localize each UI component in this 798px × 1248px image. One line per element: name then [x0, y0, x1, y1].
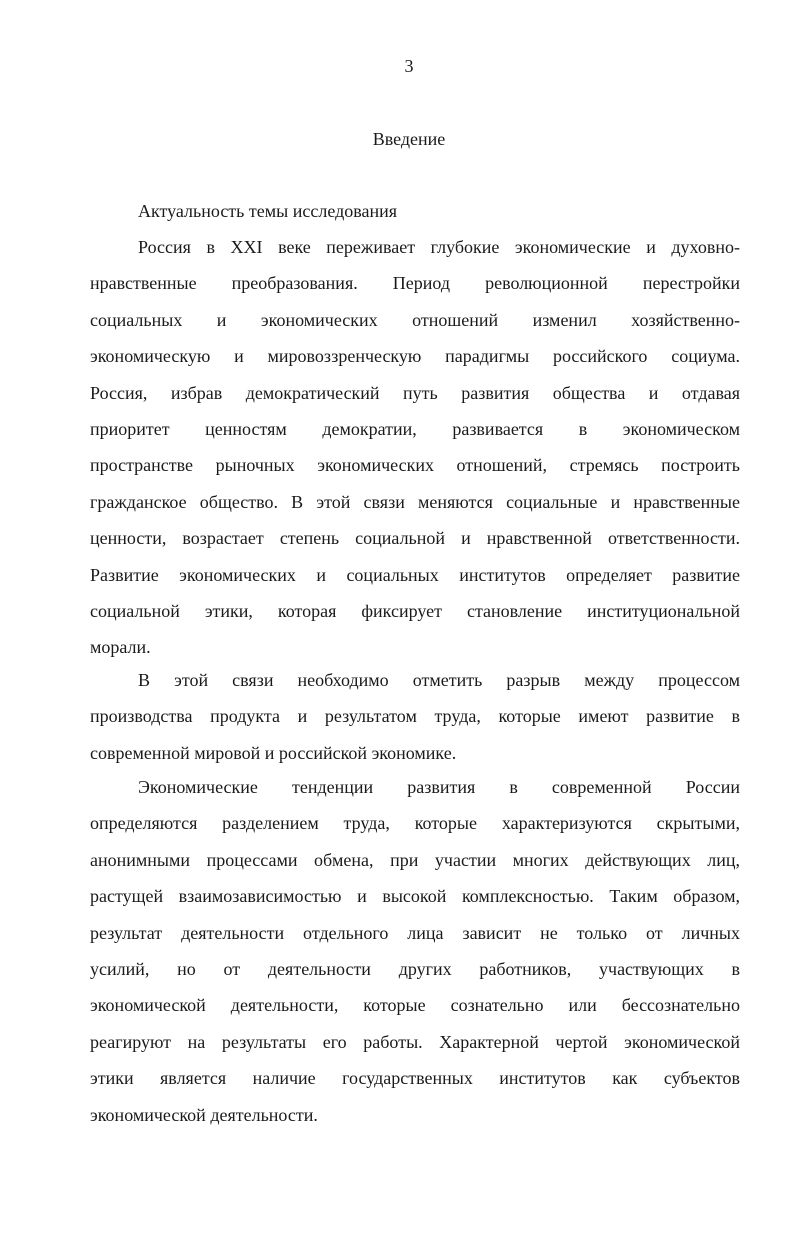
text-line: экономическую и мировоззренческую парадигмы российского социума. — [90, 346, 740, 367]
text-line: растущей взаимозависимостью и высокой комплексностью. Таким образом, — [90, 886, 740, 907]
text-line: нравственные преобразования. Период революционной перестройки — [90, 273, 740, 294]
section-heading: Актуальность темы исследования — [138, 201, 398, 221]
paragraph-3 — [90, 769, 740, 1133]
text-line: ценности, возрастает степень социальной и нравственной ответственности. — [90, 528, 740, 549]
text-line: усилий, но от деятельности других работников, участвующих в — [90, 958, 740, 979]
text-line: Россия, избрав демократический путь развития общества и отдавая — [90, 382, 740, 403]
text-line: социальных и экономических отношений изменил хозяйственно- — [90, 309, 740, 330]
text-line: Развитие экономических и социальных институтов определяет развитие — [90, 564, 740, 585]
text-line: производства продукта и результатом труда, которые имеют развитие в — [90, 706, 740, 727]
text-line: реагируют на результаты его работы. Характерной чертой экономической — [90, 1031, 740, 1052]
text-line: Россия в XXI веке переживает глубокие экономические и духовно- — [138, 237, 740, 257]
page-number: 3 — [404, 56, 414, 76]
text-line: экономической деятельности. — [90, 1104, 318, 1125]
text-line: современной мировой и российской экономике. — [90, 742, 457, 763]
text-line: результат деятельности отдельного лица зависит не только от личных — [90, 922, 740, 943]
text-line: приоритет ценностям демократии, развивается в экономическом — [90, 418, 740, 439]
text-line: анонимными процессами обмена, при участии многих действующих лиц, — [90, 849, 740, 870]
text-line: В этой связи необходимо отметить разрыв между процессом — [138, 670, 740, 690]
text-line: пространстве рыночных экономических отношений, стремясь построить — [90, 455, 740, 476]
text-line: гражданское общество. В этой связи меняются социальные и нравственные — [90, 491, 740, 512]
text-line: определяются разделением труда, которые характеризуются скрытыми, — [90, 813, 740, 834]
text-line: Экономические тенденции развития в современной России — [138, 777, 740, 797]
paragraph-2 — [90, 662, 740, 771]
text-line: морали. — [90, 637, 151, 658]
text-line: социальной этики, которая фиксирует становление институциональной — [90, 600, 740, 621]
paragraph-1 — [90, 229, 740, 666]
page-title: Введение — [372, 129, 446, 149]
text-line: этики является наличие государственных институтов как субъектов — [90, 1068, 740, 1089]
text-line: экономической деятельности, которые сознательно или бессознательно — [90, 995, 740, 1016]
